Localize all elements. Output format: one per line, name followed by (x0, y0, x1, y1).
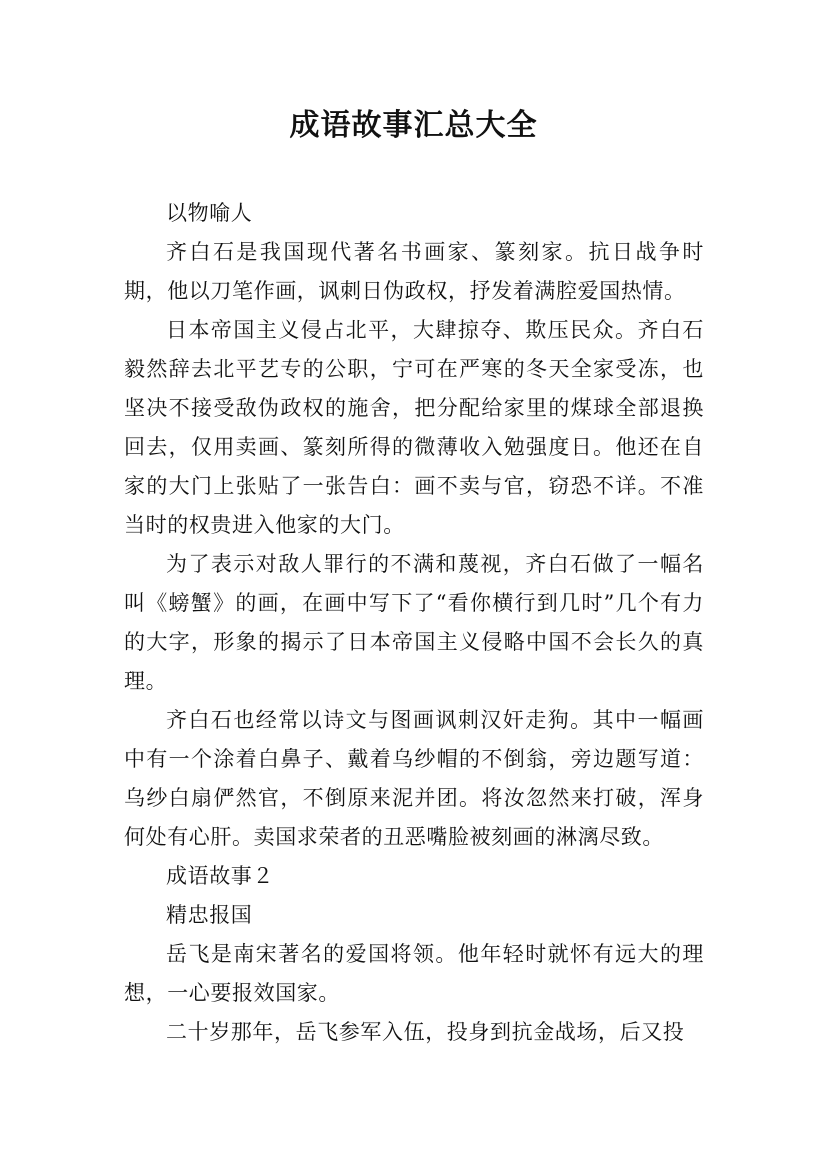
document-title: 成语故事汇总大全 (289, 108, 538, 143)
subheading-jingzhongbaoguo: 精忠报国 (166, 903, 253, 927)
paragraph: 日本帝国主义侵占北平，大肆掠夺、欺压民众。齐白石毅然辞去北平艺专的公职，宁可在严寒的冬天全家受冻，也坚决不接受敌伪政权的施舍，把分配给家里的煤球全部退换回去，仅用卖画、篆刻所得的微薄收入勉强度日。他还在自家的大门上张贴了一张告白：画不卖与官，窃恐不详。不准当时的权贵进入他家的大门。 (124, 318, 704, 537)
paragraph: 齐白石是我国现代著名书画家、篆刻家。抗日战争时期，他以刀笔作画，讽刺日伪政权，抒发着满腔爱国热情。 (124, 240, 704, 303)
paragraph: 齐白石也经常以诗文与图画讽刺汉奸走狗。其中一幅画中有一个涂着白鼻子、戴着乌纱帽的不倒翁，旁边题写道：乌纱白扇俨然官，不倒原来泥并团。将汝忽然来打破，浑身何处有心肝。卖国求荣者的丑恶嘴脸被刻画的淋漓尽致。 (124, 708, 704, 849)
subheading-yiwuyuren: 以物喻人 (166, 201, 253, 225)
section-heading-story-2: 成语故事２ (166, 864, 274, 888)
document-body (124, 194, 704, 1052)
paragraph: 二十岁那年，岳飞参军入伍，投身到抗金战场，后又投 (166, 1020, 685, 1044)
paragraph: 为了表示对敌人罪行的不满和蔑视，齐白石做了一幅名叫《螃蟹》的画，在画中写下了“看你横行到几时”几个有力的大字，形象的揭示了日本帝国主义侵略中国不会长久的真理。 (124, 552, 704, 693)
paragraph: 岳飞是南宋著名的爱国将领。他年轻时就怀有远大的理想，一心要报效国家。 (124, 942, 704, 1005)
